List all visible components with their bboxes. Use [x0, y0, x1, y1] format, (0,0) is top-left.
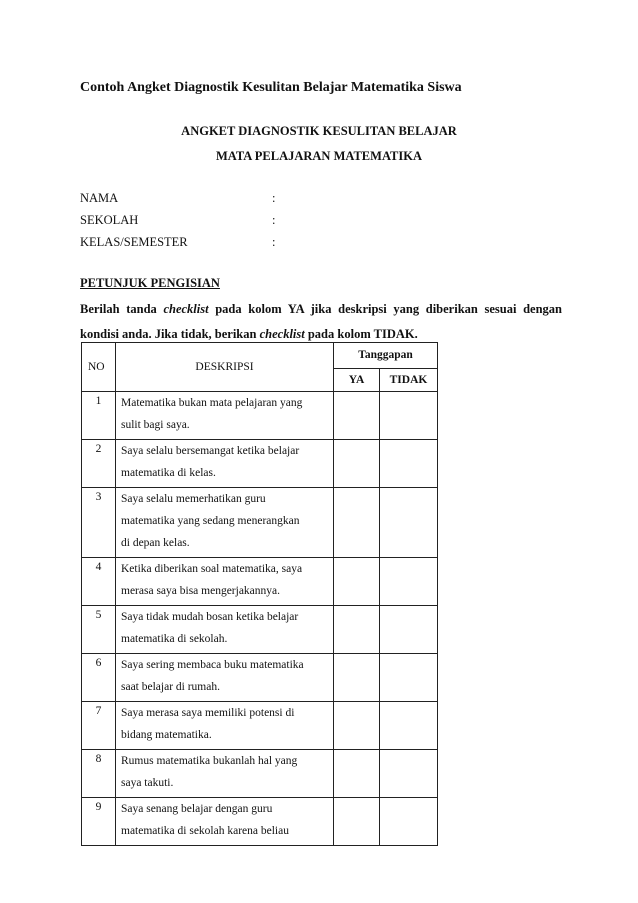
description-line: Saya sering membaca buku matematika	[121, 659, 304, 671]
description-line: bidang matematika.	[121, 729, 212, 741]
header-description: DESKRIPSI	[116, 343, 334, 392]
table-row	[82, 750, 438, 798]
header-yes: YA	[334, 368, 380, 391]
table-row	[82, 606, 438, 654]
description-line: Saya selalu memerhatikan guru	[121, 493, 266, 505]
header-no: NO	[82, 343, 116, 392]
row-number: 4	[82, 558, 116, 606]
no-checkbox-cell[interactable]	[380, 654, 438, 702]
yes-checkbox-cell[interactable]	[334, 606, 380, 654]
row-number: 3	[82, 488, 116, 558]
row-number: 6	[82, 654, 116, 702]
field-label-sekolah: SEKOLAH	[80, 213, 139, 227]
row-description	[116, 488, 334, 558]
yes-checkbox-cell[interactable]	[334, 392, 380, 440]
row-description	[116, 558, 334, 606]
row-description	[116, 440, 334, 488]
row-number: 5	[82, 606, 116, 654]
no-checkbox-cell[interactable]	[380, 798, 438, 846]
yes-checkbox-cell[interactable]	[334, 702, 380, 750]
description-line: saat belajar di rumah.	[121, 681, 220, 693]
instructions-line-2: kondisi anda. Jika tidak, berikan checklist pada kolom TIDAK.	[80, 327, 418, 341]
description-line: Saya selalu bersemangat ketika belajar	[121, 445, 300, 457]
row-description	[116, 392, 334, 440]
row-number: 9	[82, 798, 116, 846]
header-response: Tanggapan	[334, 343, 438, 369]
field-colon: :	[272, 213, 276, 227]
header-no-answer: TIDAK	[380, 368, 438, 391]
description-line: sulit bagi saya.	[121, 419, 190, 431]
yes-checkbox-cell[interactable]	[334, 488, 380, 558]
yes-checkbox-cell[interactable]	[334, 750, 380, 798]
description-line: di depan kelas.	[121, 537, 190, 549]
no-checkbox-cell[interactable]	[380, 750, 438, 798]
field-colon: :	[272, 235, 276, 249]
row-description	[116, 702, 334, 750]
form-title: ANGKET DIAGNOSTIK KESULITAN BELAJAR	[181, 124, 457, 138]
no-checkbox-cell[interactable]	[380, 606, 438, 654]
no-checkbox-cell[interactable]	[380, 392, 438, 440]
table-row	[82, 392, 438, 440]
no-checkbox-cell[interactable]	[380, 702, 438, 750]
description-line: matematika di sekolah.	[121, 633, 228, 645]
yes-checkbox-cell[interactable]	[334, 558, 380, 606]
table-row	[82, 654, 438, 702]
row-description	[116, 606, 334, 654]
yes-checkbox-cell[interactable]	[334, 654, 380, 702]
instructions-line-1: Berilah tanda checklist pada kolom YA jika deskripsi yang diberikan sesuai dengan	[80, 302, 562, 316]
field-label-kelas: KELAS/SEMESTER	[80, 235, 188, 249]
description-line: Saya tidak mudah bosan ketika belajar	[121, 611, 299, 623]
table-row	[82, 798, 438, 846]
page-heading: Contoh Angket Diagnostik Kesulitan Belajar Matematika Siswa	[80, 80, 462, 95]
row-number: 2	[82, 440, 116, 488]
yes-checkbox-cell[interactable]	[334, 440, 380, 488]
description-line: Rumus matematika bukanlah hal yang	[121, 755, 298, 767]
form-subtitle: MATA PELAJARAN MATEMATIKA	[215, 149, 422, 163]
row-description	[116, 654, 334, 702]
table-row	[82, 558, 438, 606]
row-number: 8	[82, 750, 116, 798]
no-checkbox-cell[interactable]	[380, 488, 438, 558]
description-line: Saya merasa saya memiliki potensi di	[121, 707, 295, 719]
row-description	[116, 750, 334, 798]
table-row	[82, 440, 438, 488]
description-line: Ketika diberikan soal matematika, saya	[121, 563, 303, 575]
field-colon: :	[272, 191, 276, 205]
table-row	[82, 488, 438, 558]
yes-checkbox-cell[interactable]	[334, 798, 380, 846]
field-label-nama: NAMA	[80, 191, 119, 205]
row-number: 1	[82, 392, 116, 440]
instructions-heading: PETUNJUK PENGISIAN	[80, 276, 220, 290]
no-checkbox-cell[interactable]	[380, 558, 438, 606]
no-checkbox-cell[interactable]	[380, 440, 438, 488]
description-line: saya takuti.	[121, 777, 174, 789]
description-line: merasa saya bisa mengerjakannya.	[121, 585, 281, 597]
description-line: matematika yang sedang menerangkan	[121, 515, 300, 527]
questionnaire-table	[81, 342, 438, 846]
description-line: matematika di sekolah karena beliau	[121, 825, 289, 837]
table-row	[82, 702, 438, 750]
row-description	[116, 798, 334, 846]
description-line: Matematika bukan mata pelajaran yang	[121, 397, 303, 409]
row-number: 7	[82, 702, 116, 750]
description-line: Saya senang belajar dengan guru	[121, 803, 273, 815]
description-line: matematika di kelas.	[121, 467, 216, 479]
